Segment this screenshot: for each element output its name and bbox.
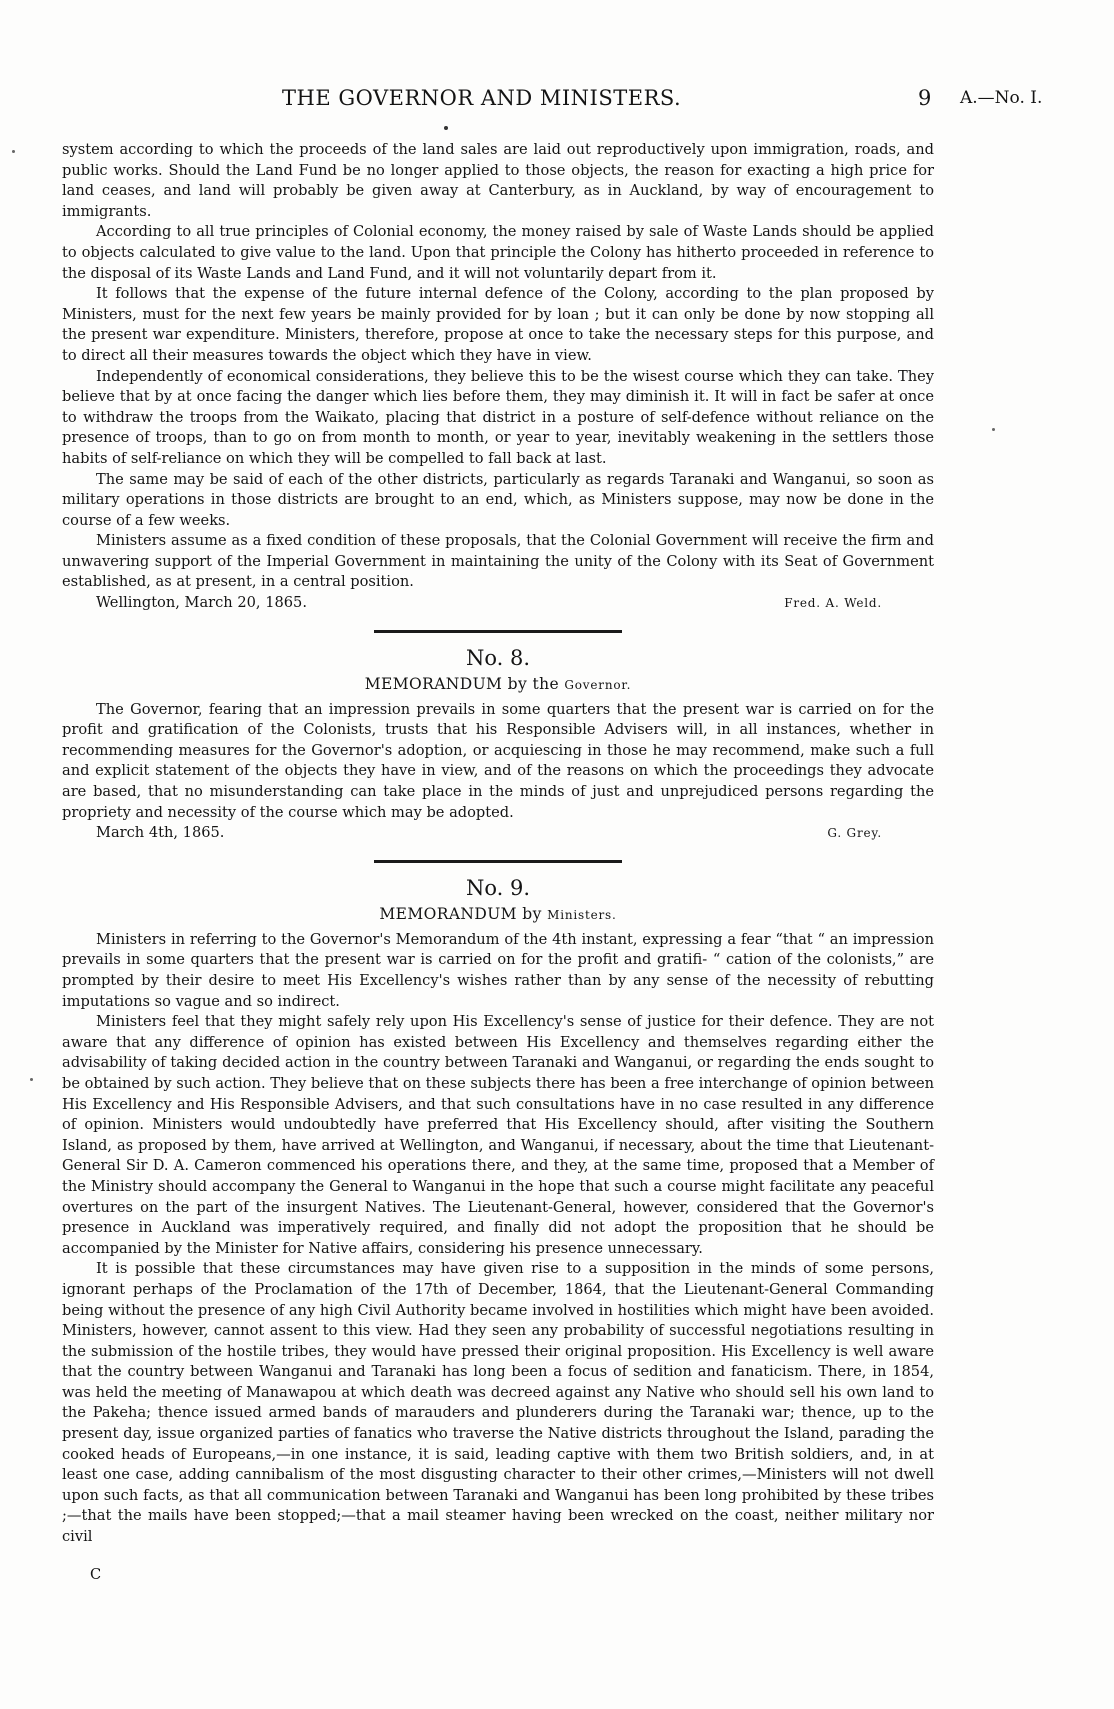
heading-by: by	[522, 904, 542, 923]
running-title: THE GOVERNOR AND MINISTERS.	[282, 86, 682, 110]
section-no-9	[62, 875, 934, 1548]
section-no-8	[62, 645, 934, 844]
document-body	[62, 140, 934, 1548]
paragraph: The same may be said of each of the other districts, particularly as regards Taranaki and Wanganui, so soon as military operations in those districts are brought to an end, which, as Ministers suppose, may now be done in the course of a few weeks.	[62, 470, 934, 529]
paragraph: Ministers feel that they might safely rely upon His Excellency's sense of justice for their defence. They are not aware that any difference of opinion has existed between His Excellency and themselves regarding either the advisability of taking decided action in the country between Taranaki and Wanganui, or regarding the ends sought to be obtained by such action. They believe that on these subjects there has been a free interchange of opinion between His Excellency and His Responsible Advisers, and that such consultations have in no case resulted in any difference of opinion. Ministers would undoubtedly have preferred that His Excellency should, after visiting the Southern Island, as proposed by them, have arrived at Wellington, and Wanganui, if necessary, about the time that Lieutenant-General Sir D. A. Cameron commenced his operations there, and they, at the same time, proposed that a Member of the Ministry should accompany the General to Wanganui in the hope that such a course might facilitate any peaceful overtures on the part of the insurgent Natives. The Lieutenant-General, however, considered that the Governor's presence in Auckland was imperatively required, and finally did not adopt the proposition that he should be accompanied by the Minister for Native affairs, considering his presence unnecessary.	[62, 1013, 934, 1257]
heading-author: Governor.	[564, 677, 632, 692]
heading-main: MEMORANDUM	[379, 904, 517, 923]
heading-by: by the	[507, 674, 560, 693]
signature: Fred. A. Weld.	[784, 596, 882, 611]
paragraph: It follows that the expense of the future internal defence of the Colony, according to the plan proposed by Ministers, must for the next few years be mainly provided for by loan ; but it can only be done by now stopping all the present war expenditure. Ministers, therefore, propose at once to take the necessary steps for this purpose, and to direct all their measures towards the object which they have in view.	[62, 285, 934, 364]
paragraph: Ministers in referring to the Governor's Memorandum of the 4th instant, expressing a fear “that “ an impression prevails in some quarters that the present war is carried on for the profit and gratifi- “ cation of the colonists,” are prompted by their desire to meet His Excellency's wishes rather than by any sense of the necessity of rebutting imputations so vague and so indirect.	[62, 930, 934, 1010]
section-divider	[374, 630, 622, 633]
page-header	[0, 86, 1114, 116]
heading-main: MEMORANDUM	[364, 674, 503, 693]
scan-speck	[992, 428, 995, 431]
signature-mark: C	[90, 1566, 102, 1583]
signature-block	[62, 823, 934, 844]
paragraph: system according to which the proceeds of the land sales are laid out reproductively upon immigration, roads, and public works. Should the Land Fund be no longer applied to those objects, the reason for exacting a high price for land ceases, and land will probably be given away at Canterbury, as in Auckland, by way of encouragement to immigrants.	[62, 141, 934, 220]
paragraph: It is possible that these circumstances may have given rise to a supposition in the minds of some persons, ignorant perhaps of the Proclamation of the 17th of December, 1864, that the Lieutenant-General Commanding being without the presence of any high Civil Authority became involved in hostilities which might have been avoided. Ministers, however, cannot assent to this view. Had they seen any probability of successful negotiations resulting in the submission of the hostile tribes, they would have pressed their original proposition. His Excellency is well aware that the country between Wanganui and Taranaki has long been a focus of sedition and fanaticism. There, in 1854, was held the meeting of Manawapou at which death was decreed against any Native who should sell his own land to the Pakeha; thence issued armed bands of marauders and plunderers during the Taranaki war; thence, up to the present day, issue organized parties of fanatics who traverse the Native districts throughout the Island, parading the cooked heads of Europeans,—in one instance, it is said, leading captive with them two British soldiers, and, in at least one case, adding cannibalism of the most disgusting character to their other crimes,—Ministers will not dwell upon such facts, as that all communication between Taranaki and Wanganui has been long prohibited by these tribes ;—that the mails have been stopped;—that a mail steamer having been wrecked on the coast, neither military nor civil	[62, 1260, 934, 1546]
section-divider	[374, 860, 622, 863]
memorandum-heading	[62, 673, 934, 696]
scan-speck	[12, 150, 15, 153]
paragraph: Ministers assume as a fixed condition of these proposals, that the Colonial Government will receive the firm and unwavering support of the Imperial Government in maintaining the unity of the Colony with its Seat of Government established, as at present, in a central position.	[62, 532, 934, 591]
paragraph: According to all true principles of Colonial economy, the money raised by sale of Waste Lands should be applied to objects calculated to give value to the land. Upon that principle the Colony has hitherto proceeded in reference to the disposal of its Waste Lands and Land Fund, and it will not voluntarily depart from it.	[62, 223, 934, 282]
memorandum-heading	[62, 903, 934, 926]
scan-speck	[30, 1078, 33, 1081]
document-number: No. 9.	[465, 875, 531, 900]
document-number: No. 8.	[465, 645, 531, 670]
header-dot	[444, 126, 448, 130]
place-date: Wellington, March 20, 1865.	[96, 594, 307, 612]
paragraph: Independently of economical considerations, they believe this to be the wisest course which they can take. They believe that by at once facing the danger which lies before them, they may diminish it. It will in fact be safer at once to withdraw the troops from the Waikato, placing that district in a posture of self-defence without reliance on the presence of troops, than to go on from month to month, or year to year, inevitably weakening in the settlers those habits of self-reliance on which they will be compelled to fall back at last.	[62, 367, 934, 467]
signature: G. Grey.	[827, 826, 882, 841]
heading-author: Ministers.	[547, 907, 617, 922]
signature-block	[62, 593, 934, 614]
paper-reference: A.—No. I.	[960, 88, 1043, 108]
section-continuation	[62, 140, 934, 614]
date: March 4th, 1865.	[96, 824, 225, 842]
page-number: 9	[918, 86, 932, 110]
paragraph: The Governor, fearing that an impression prevails in some quarters that the present war is carried on for the profit and gratification of the Colonists, trusts that his Responsible Advisers will, in all instances, whether in recommending measures for the Governor's adoption, or acquiescing in those he may recommend, make such a full and explicit statement of the objects they have in view, and of the reasons on which the proceedings they advocate are based, that no misunderstanding can take place in the minds of just and unprejudiced persons regarding the propriety and necessity of the course which may be adopted.	[62, 700, 934, 821]
